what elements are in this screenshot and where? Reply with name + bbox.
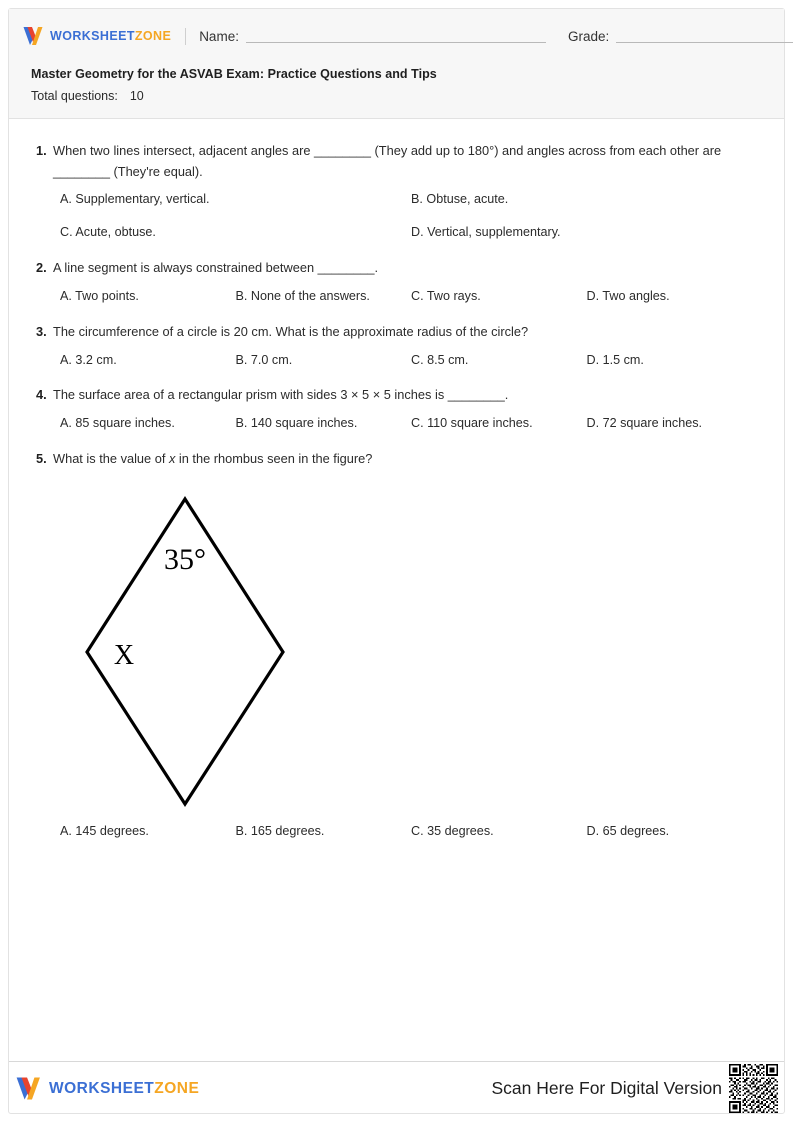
question-5-option-c[interactable]: C. 35 degrees. [411, 823, 494, 838]
question-1-option-a[interactable]: A. Supplementary, vertical. [60, 192, 210, 207]
brand-name-zone: ZONE [134, 29, 172, 43]
question-4 [31, 385, 762, 433]
question-3-number: 3. [36, 323, 47, 339]
question-2-head [31, 258, 762, 279]
grade-label: Grade: [567, 28, 610, 44]
question-5-text [53, 449, 372, 470]
question-4-option-a[interactable]: A. 85 square inches. [60, 416, 175, 431]
worksheetzone-v-logo-icon [16, 1076, 43, 1101]
question-2-option-a[interactable]: A. Two points. [60, 288, 139, 303]
question-2-number: 2. [36, 260, 47, 276]
question-5-option-a[interactable]: A. 145 degrees. [60, 823, 149, 838]
question-2-option-c[interactable]: C. Two rays. [411, 288, 481, 303]
question-5-options [31, 822, 762, 841]
scan-prompt-text: Scan Here For Digital Version [491, 1078, 722, 1098]
question-2-options [31, 287, 762, 306]
page-title: Master Geometry for the ASVAB Exam: Practice Questions and Tips [31, 67, 437, 81]
question-4-head [31, 385, 762, 406]
footer-brand-logo-text [49, 1080, 199, 1098]
question-3-option-b[interactable]: B. 7.0 cm. [235, 352, 293, 367]
question-3-head [31, 322, 762, 343]
question-5-variable: x [168, 451, 176, 467]
total-questions-value: 10 [129, 89, 144, 103]
rhombus-left-angle-label: X [113, 639, 135, 671]
footer-brand-name-worksheet: WORKSHEET [49, 1079, 155, 1097]
question-5-text-part1: What is the value of [53, 451, 169, 467]
worksheet-footer [9, 1061, 784, 1113]
question-4-options [31, 414, 762, 433]
questions-area [9, 119, 784, 1061]
worksheet-page [8, 8, 785, 1114]
question-5 [31, 449, 762, 841]
question-2-option-d[interactable]: D. Two angles. [586, 288, 670, 303]
total-questions [31, 89, 144, 103]
question-5-figure [31, 484, 762, 814]
question-1-options [31, 190, 762, 242]
question-2-option-b[interactable]: B. None of the answers. [235, 288, 370, 303]
name-label: Name: [199, 28, 239, 44]
question-3-options [31, 351, 762, 370]
question-1 [31, 141, 762, 242]
question-3-option-d[interactable]: D. 1.5 cm. [586, 352, 644, 367]
brand-logo [23, 26, 171, 46]
question-4-option-c[interactable]: C. 110 square inches. [411, 416, 533, 431]
question-5-head [31, 449, 762, 470]
question-5-option-b[interactable]: B. 165 degrees. [235, 823, 325, 838]
rhombus-top-angle-label: 35° [164, 542, 206, 576]
question-3-option-c[interactable]: C. 8.5 cm. [411, 352, 469, 367]
qr-code-icon[interactable] [729, 1064, 778, 1113]
footer-brand-logo [16, 1076, 199, 1101]
header-fields-row [23, 23, 770, 49]
brand-logo-text [50, 29, 171, 43]
question-4-option-d[interactable]: D. 72 square inches. [586, 416, 703, 431]
question-1-head [31, 141, 762, 182]
question-4-number: 4. [36, 387, 47, 403]
worksheet-header [9, 9, 784, 119]
question-5-text-part2: in the rhombus seen in the figure? [175, 451, 373, 467]
question-1-option-d[interactable]: D. Vertical, supplementary. [411, 225, 561, 240]
rhombus-diagram [31, 484, 361, 814]
question-1-option-b[interactable]: B. Obtuse, acute. [411, 192, 509, 207]
question-1-option-c[interactable]: C. Acute, obtuse. [60, 225, 156, 240]
name-input-line[interactable] [246, 29, 546, 43]
question-3 [31, 322, 762, 370]
question-5-option-d[interactable]: D. 65 degrees. [586, 823, 670, 838]
question-3-text: The circumference of a circle is 20 cm. What is the approximate radius of the circle? [53, 323, 529, 339]
question-1-number: 1. [36, 143, 47, 158]
footer-brand-name-zone: ZONE [154, 1079, 200, 1097]
question-4-option-b[interactable]: B. 140 square inches. [235, 416, 358, 431]
question-2 [31, 258, 762, 306]
header-divider [185, 28, 186, 45]
worksheetzone-v-logo-icon [23, 26, 45, 46]
question-4-text: The surface area of a rectangular prism with sides 3 × 5 × 5 inches is ________. [53, 387, 509, 403]
question-3-option-a[interactable]: A. 3.2 cm. [60, 352, 117, 367]
question-5-number: 5. [36, 451, 47, 467]
grade-input-line[interactable] [616, 29, 793, 43]
question-1-text: When two lines intersect, adjacent angles are ________ (They add up to 180°) and angles across from each other are ________ (They're equal). [53, 143, 722, 179]
total-questions-label: Total questions: [31, 89, 118, 103]
question-2-text: A line segment is always constrained between ________. [53, 260, 379, 276]
brand-name-worksheet: WORKSHEET [50, 29, 135, 43]
